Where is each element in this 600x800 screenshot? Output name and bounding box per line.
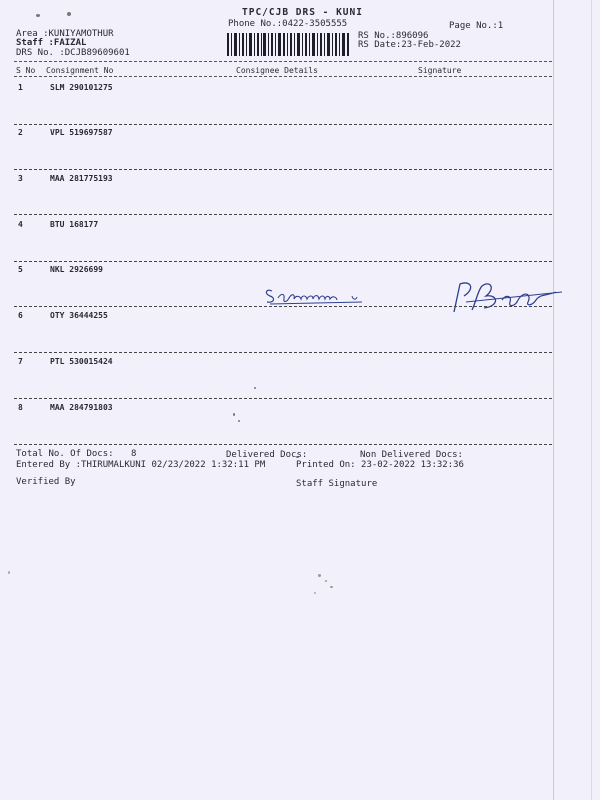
row-consignment: MAA 281775193 [50,174,113,183]
printed-on: Printed On: 23-02-2022 13:32:36 [296,460,464,470]
row-divider [14,398,552,399]
header-rule-bottom [14,76,552,77]
barcode [227,33,349,56]
row-divider [14,169,552,170]
area-field: Area :KUNIYAMOTHUR [16,29,114,39]
row-divider [14,261,552,262]
entered-by: Entered By :THIRUMALKUNI 02/23/2022 1:32:11 PM [16,460,266,470]
row-divider [14,124,552,125]
scan-noise [318,574,321,577]
row-sno: 7 [18,357,23,366]
page-edge [553,0,554,800]
handwritten-consignee-name [262,282,382,308]
table-rule-bottom [14,444,552,445]
scan-noise [330,586,333,588]
delivered-docs-label: Delivered Docs: [226,450,308,460]
total-docs-label: Total No. Of Docs: [16,449,114,459]
pen-mark [233,413,235,416]
rs-number: RS No.:896096 [358,31,429,41]
row-sno: 3 [18,174,23,183]
phone-number: Phone No.:0422-3505555 [228,19,348,29]
staff-signature-label: Staff Signature [296,479,378,489]
row-consignment: SLM 290101275 [50,83,113,92]
col-sno: S No [16,66,36,75]
scan-mark [36,14,40,17]
scan-noise [325,580,327,582]
pen-mark [254,387,256,389]
drs-number: DRS No. :DCJB89609601 [16,48,130,58]
document-title: TPC/CJB DRS - KUNI [242,7,363,18]
rs-date: RS Date:23-Feb-2022 [358,40,461,50]
row-divider [14,306,552,307]
page-edge-outer [591,0,592,800]
row-divider [14,352,552,353]
row-consignment: MAA 284791803 [50,403,113,412]
row-sno: 2 [18,128,23,137]
handwritten-signature [446,278,564,318]
scan-mark [67,12,71,16]
scan-noise [8,571,10,574]
row-sno: 5 [18,265,23,274]
row-consignment: OTY 36444255 [50,311,108,320]
non-delivered-docs-label: Non Delivered Docs: [360,450,463,460]
col-consignment: Consignment No [46,66,114,75]
col-signature: Signature [418,66,462,75]
total-docs-value: 8 [131,449,137,459]
row-consignment: NKL 2926699 [50,265,103,274]
pen-mark [238,420,240,422]
row-consignment: PTL 530015424 [50,357,113,366]
staff-field: Staff :FAIZAL [16,38,87,48]
header-rule-top [14,61,552,62]
row-sno: 6 [18,311,23,320]
row-sno: 1 [18,83,23,92]
col-consignee: Consignee Details [236,66,318,75]
page-number: Page No.:1 [449,21,504,31]
verified-by: Verified By [16,477,76,487]
row-consignment: BTU 168177 [50,220,99,229]
row-sno: 4 [18,220,23,229]
row-divider [14,214,552,215]
scan-noise [314,592,316,594]
row-consignment: VPL 519697587 [50,128,113,137]
row-sno: 8 [18,403,23,412]
